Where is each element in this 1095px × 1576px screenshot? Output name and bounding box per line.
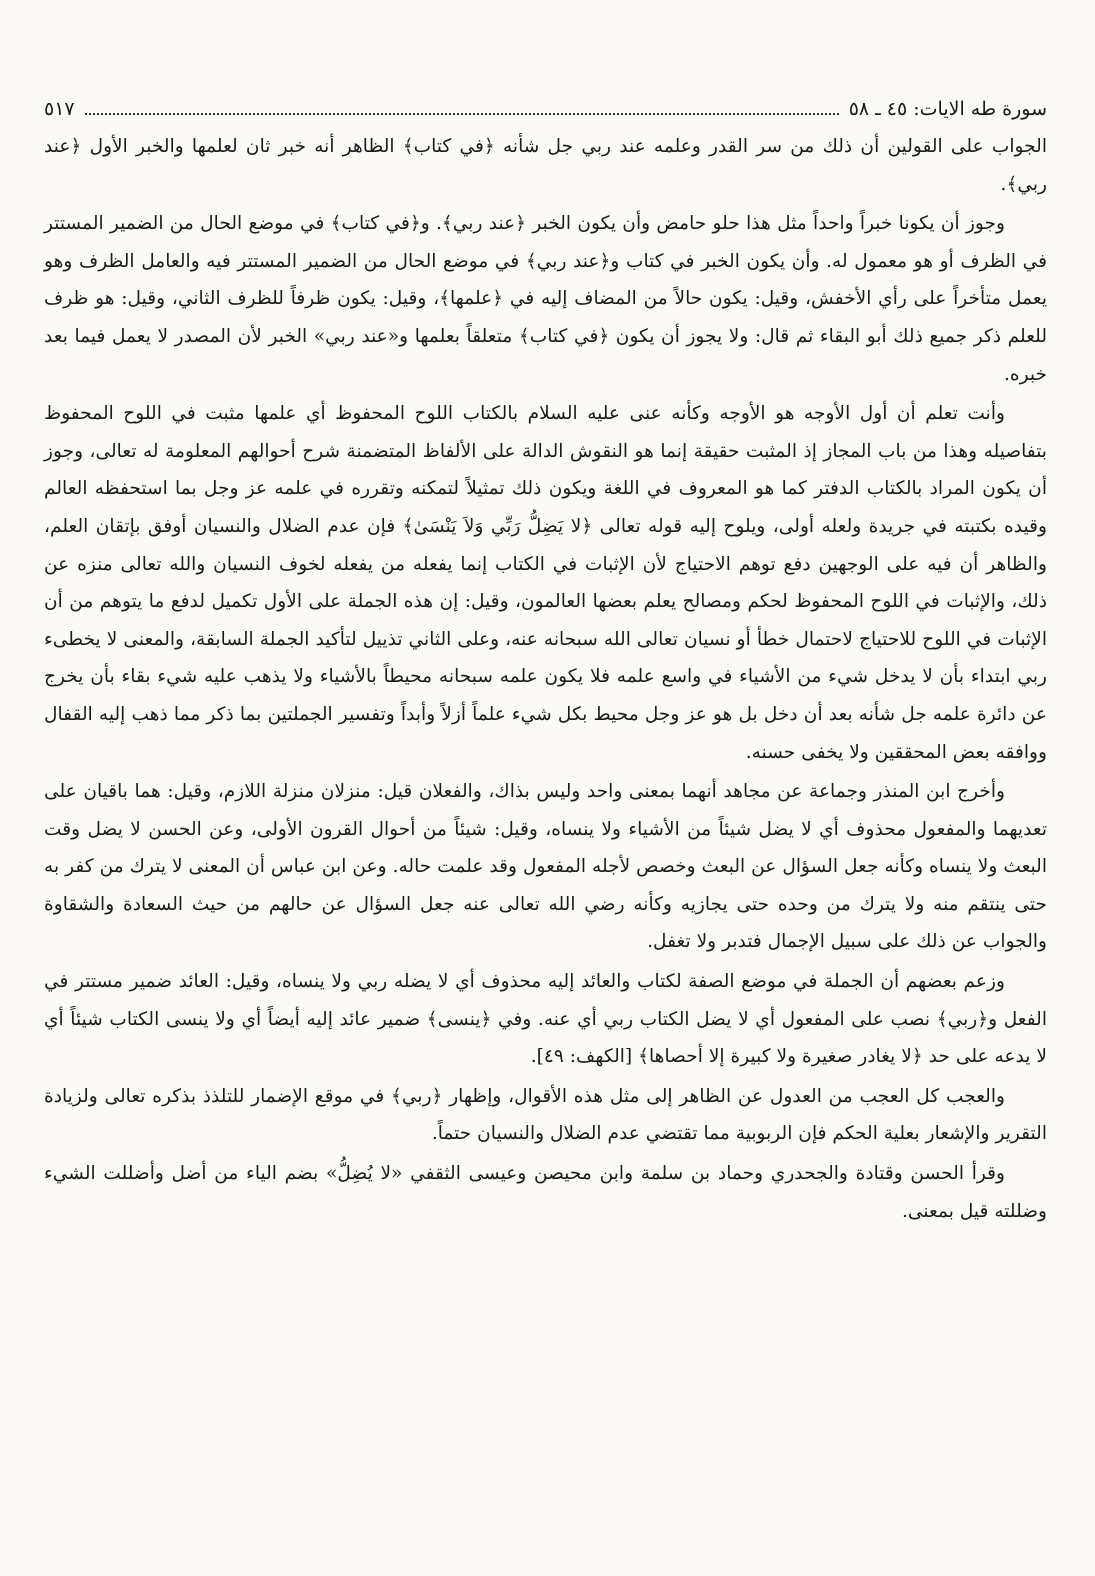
paragraph: وأخرج ابن المنذر وجماعة عن مجاهد أنهما بمعنى واحد وليس بذاك، والفعلان قيل: منزلان منزلة اللازم، وقيل: هما باقيان على تعديهما والمفعول محذوف أي لا يضل شيئاً من الأشياء ولا ينساه، وقيل: شيئاً من أحوال القرون الأولى، وعن الحسن لا يضل وقت البعث ولا ينساه وكأنه جعل السؤال عن البعث وخصص لأجله المفعول وقد علمت حاله. وعن ابن عباس أن المعنى لا يترك من كفر به حتى ينتقم منه ولا يترك من وحده حتى يجازيه وكأنه رضي الله تعالى عنه جعل السؤال عن حالهم من حيث السعادة والشقاوة والجواب عن ذلك على سبيل الإجمال فتدبر ولا تغفل. [44, 781, 1048, 953]
dotted-leader [85, 113, 839, 115]
page-body [44, 128, 1047, 1230]
page-number: ٥١٧ [44, 98, 75, 120]
paragraph: والعجب كل العجب من العدول عن الظاهر إلى مثل هذه الأقوال، وإظهار ﴿ربي﴾ في موقع الإضمار للتلذذ بذكره تعالى ولزيادة التقرير والإشعار بعلية الحكم فإن الربوبية مما تقتضي عدم الضلال والنسيان حتماً. [44, 1085, 1047, 1145]
paragraph: وأنت تعلم أن أول الأوجه هو الأوجه وكأنه عنى عليه السلام بالكتاب اللوح المحفوظ أي علمها مثبت في اللوح المحفوظ بتفاصيله وهذا من باب المجاز إذ المثبت حقيقة إنما هو النقوش الدالة على الألفاظ المتضمنة شرح أحوالهم المعلومة له تعالى، وجوز أن يكون المراد بالكتاب الدفتر كما هو المعروف في اللغة ويكون ذلك تمثيلاً لتمكنه وتقرره في علمه عز وجل بما استحفظه العالم وقيده بكتبته في جريدة ولعله أولى، ويلوح إليه قوله تعالى ﴿لا يَضِلُّ رَبِّي وَلاَ يَنْسَىٰ﴾ فإن عدم الضلال والنسيان أوفق بإتقان العلم، والظاهر أن فيه على الوجهين دفع توهم الاحتياج لأن الإثبات في الكتاب إنما يفعله من يفعله لخوف النسيان والله تعالى منزه عن ذلك، والإثبات في اللوح المحفوظ لحكم ومصالح يعلم بعضها العالمون، وقيل: إن هذه الجملة على الأول تكميل لدفع ما يتوهم من أن الإثبات في اللوح للاحتياج لاحتمال خطأ أو نسيان تعالى الله سبحانه عنه، وعلى الثاني تذييل لتأكيد الجملة السابقة، والمعنى لا يخطىء ربي ابتداء بأن لا يدخل شيء من الأشياء في واسع علمه فلا يكون علمه سبحانه محيطاً بالأشياء ولا يذهب عليه شيء بقاء بأن يخرج عن دائرة علمه جل شأنه بعد أن دخل بل هو عز وجل محيط بكل شيء علماً أزلاً وأبداً وتفسير الجملتين بما ذكر مما ذهب إليه القفال ووافقه بعض المحققين ولا يخفى حسنه. [44, 403, 1047, 763]
paragraph: الجواب على القولين أن ذلك من سر القدر وعلمه عند ربي جل شأنه ﴿في كتاب﴾ الظاهر أنه خبر ثان لعلمها والخبر الأول ﴿عند ربي﴾. [44, 136, 1047, 195]
running-header [44, 96, 1047, 122]
paragraph: وزعم بعضهم أن الجملة في موضع الصفة لكتاب والعائد إليه محذوف أي لا يضله ربي ولا ينساه، وقيل: العائد ضمير مستتر في الفعل و﴿ربي﴾ نصب على المفعول أي لا يضل الكتاب ربي أي عنه. وفي ﴿ينسى﴾ ضمير عائد إليه أيضاً أي ولا ينسى الكتاب شيئاً أي لا يدعه على حد ﴿لا يغادر صغيرة ولا كبيرة إلا أحصاها﴾ [الكهف: ٤٩]. [44, 971, 1047, 1068]
paragraph: وجوز أن يكونا خبراً واحداً مثل هذا حلو حامض وأن يكون الخبر ﴿عند ربي﴾. و﴿في كتاب﴾ في موضع الحال من الضمير المستتر في الظرف أو هو معمول له. وأن يكون الخبر في كتاب و﴿عند ربي﴾ في موضع الحال من الضمير المستتر فيه والعامل الظرف وهو يعمل متأخراً على رأي الأخفش، وقيل: يكون حالاً من المضاف إليه في ﴿علمها﴾، وقيل: يكون ظرفاً للظرف الثاني، وقيل: هو ظرف للعلم ذكر جميع ذلك أبو البقاء ثم قال: ولا يجوز أن يكون ﴿في كتاب﴾ متعلقاً بعلمها و«عند ربي» الخبر لأن المصدر لا يعمل فيما بعد خبره. [44, 213, 1047, 385]
paragraph: وقرأ الحسن وقتادة والجحدري وحماد بن سلمة وابن محيصن وعيسى الثقفي «لا يُضِلُّ» بضم الياء من أضل وأضللت الشيء وضللته قيل بمعنى. [44, 1163, 1047, 1222]
surah-title: سورة طه الايات: ٤٥ ـ ٥٨ [848, 98, 1047, 120]
